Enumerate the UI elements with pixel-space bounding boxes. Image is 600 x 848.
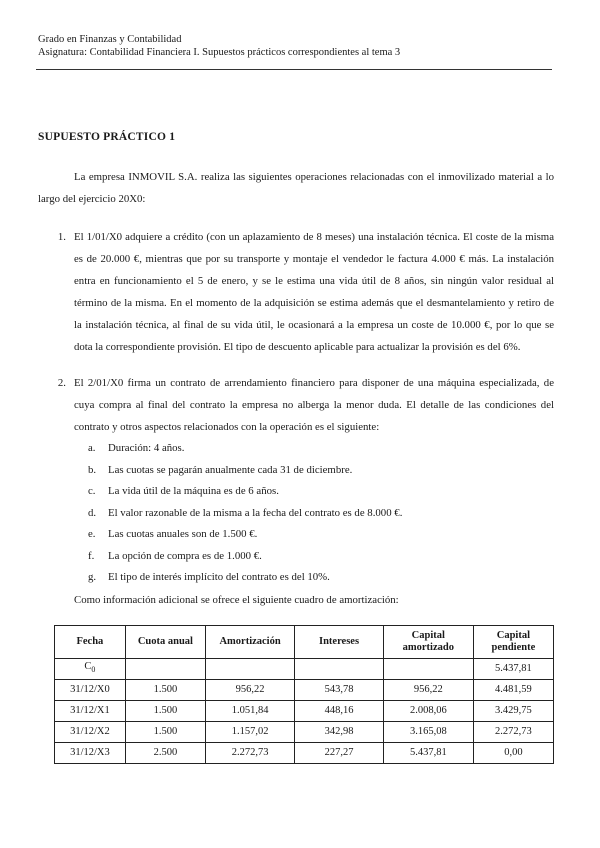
col-header-amortizacion: Amortización xyxy=(205,625,294,658)
sublist-text: La vida útil de la máquina es de 6 años. xyxy=(108,485,279,497)
table-header-row xyxy=(55,625,554,658)
sublist-letter: g. xyxy=(88,571,97,583)
sublist-text: El valor razonable de la misma a la fecha del contrato es de 8.000 €. xyxy=(108,506,403,519)
cell-intereses: 227,27 xyxy=(295,742,384,763)
sublist-letter: e. xyxy=(88,528,96,540)
document-header xyxy=(38,33,400,59)
cell-fecha: 31/12/X1 xyxy=(55,700,126,721)
table-caption: Como información adicional se ofrece el siguiente cuadro de amortización: xyxy=(74,593,399,606)
col-header-capital-amortizado: Capital amortizado xyxy=(383,625,473,658)
sublist-item xyxy=(88,503,554,525)
sublist-item xyxy=(88,524,554,546)
sublist-letter: b. xyxy=(88,463,97,476)
cell-intereses: 448,16 xyxy=(295,700,384,721)
cell-amortizacion xyxy=(205,658,294,679)
cell-cuota xyxy=(125,658,205,679)
intro-paragraph: La empresa INMOVIL S.A. realiza las siguientes operaciones relacionadas con el inmovilizado material a lo largo del ejercicio 20X0: xyxy=(38,171,554,205)
sublist-item xyxy=(88,567,554,589)
item-content xyxy=(74,372,554,611)
list-item-2 xyxy=(38,372,554,611)
amortization-table xyxy=(54,625,554,764)
exercise-body xyxy=(38,166,554,764)
header-degree: Grado en Finanzas y Contabilidad xyxy=(38,34,182,45)
sublist-text: Las cuotas se pagarán anualmente cada 31 de diciembre. xyxy=(108,463,353,476)
cell-cuota: 1.500 xyxy=(125,700,205,721)
sublist-text: El tipo de interés implícito del contrato es del 10%. xyxy=(108,571,330,583)
cell-amortizacion: 956,22 xyxy=(205,679,294,700)
item-text: El 1/01/X0 adquiere a crédito (con un aplazamiento de 8 meses) una instalación técnica. El coste de la misma es de 20.000 €, mientras que por su transporte y montaje el vendedor le factura 4.000 € más. La instalación entra en funcionamiento el 5 de enero, y se le estima una vida útil de 8 años, sin ningún valor residual al término de la misma. En el momento de la adquisición se estima además que el desmantelamiento y retiro de la instalación técnica, al final de su vida útil, le ocasionará a la empresa un coste de 10.000 €, por lo que se dota la correspondiente provisión. El tipo de descuento aplicable para actualizar la provisión es del 6%. xyxy=(74,231,554,353)
col-header-intereses: Intereses xyxy=(295,625,384,658)
cell-fecha: 31/12/X0 xyxy=(55,679,126,700)
sublist-text: La opción de compra es de 1.000 €. xyxy=(108,549,262,562)
cell-capital-pendiente: 3.429,75 xyxy=(473,700,553,721)
cell-amortizacion: 1.157,02 xyxy=(205,721,294,742)
cell-intereses: 342,98 xyxy=(295,721,384,742)
cell-fecha: 31/12/X2 xyxy=(55,721,126,742)
table-row xyxy=(55,679,554,700)
col-header-fecha: Fecha xyxy=(55,625,126,658)
cell-fecha: $C_0$ xyxy=(55,658,126,679)
sublist-letter: c. xyxy=(88,485,96,497)
table-row xyxy=(55,721,554,742)
table-row xyxy=(55,742,554,763)
cell-capital-amortizado: 956,22 xyxy=(383,679,473,700)
cell-amortizacion: 1.051,84 xyxy=(205,700,294,721)
cell-capital-amortizado: 5.437,81 xyxy=(383,742,473,763)
sublist-item xyxy=(88,438,554,460)
table-row xyxy=(55,658,554,679)
cell-capital-pendiente: 2.272,73 xyxy=(473,721,553,742)
exercise-title: SUPUESTO PRÁCTICO 1 xyxy=(38,131,176,143)
cell-capital-amortizado xyxy=(383,658,473,679)
cell-cuota: 1.500 xyxy=(125,721,205,742)
sublist-text: Duración: 4 años. xyxy=(108,442,185,454)
item-number: 2. xyxy=(57,377,66,389)
cell-capital-pendiente: 0,00 xyxy=(473,742,553,763)
cell-capital-pendiente: 4.481,59 xyxy=(473,679,553,700)
cell-cuota: 2.500 xyxy=(125,742,205,763)
header-subject: Asignatura: Contabilidad Financiera I. Supuestos prácticos correspondientes al tema 3 xyxy=(38,47,401,58)
sublist-text: Las cuotas anuales son de 1.500 €. xyxy=(108,528,258,540)
sublist-item xyxy=(88,546,554,568)
cell-capital-amortizado: 2.008,06 xyxy=(383,700,473,721)
sublist-letter: f. xyxy=(88,549,95,562)
cell-intereses: 543,78 xyxy=(295,679,384,700)
table-row xyxy=(55,700,554,721)
sublist-item xyxy=(88,481,554,503)
cell-cuota: 1.500 xyxy=(125,679,205,700)
cell-fecha: 31/12/X3 xyxy=(55,742,126,763)
header-divider xyxy=(36,69,552,70)
cell-capital-pendiente: 5.437,81 xyxy=(473,658,553,679)
sublist-letter: a. xyxy=(88,442,96,454)
sublist-letter: d. xyxy=(88,506,97,519)
sublist xyxy=(88,438,554,589)
sublist-item xyxy=(88,460,554,482)
list-item-1 xyxy=(38,226,554,358)
cell-amortizacion: 2.272,73 xyxy=(205,742,294,763)
cell-intereses xyxy=(295,658,384,679)
col-header-cuota: Cuota anual xyxy=(125,625,205,658)
cell-capital-amortizado: 3.165,08 xyxy=(383,721,473,742)
col-header-capital-pendiente: Capital pendiente xyxy=(473,625,553,658)
item-number: 1. xyxy=(57,231,66,243)
item-text: El 2/01/X0 firma un contrato de arrendamiento financiero para disponer de una máquina especializada, de cuya compra al final del contrato la empresa no alberga la menor duda. El detalle de las condiciones del contrato y otros aspectos relacionados con la operación es el siguiente: xyxy=(74,377,554,433)
